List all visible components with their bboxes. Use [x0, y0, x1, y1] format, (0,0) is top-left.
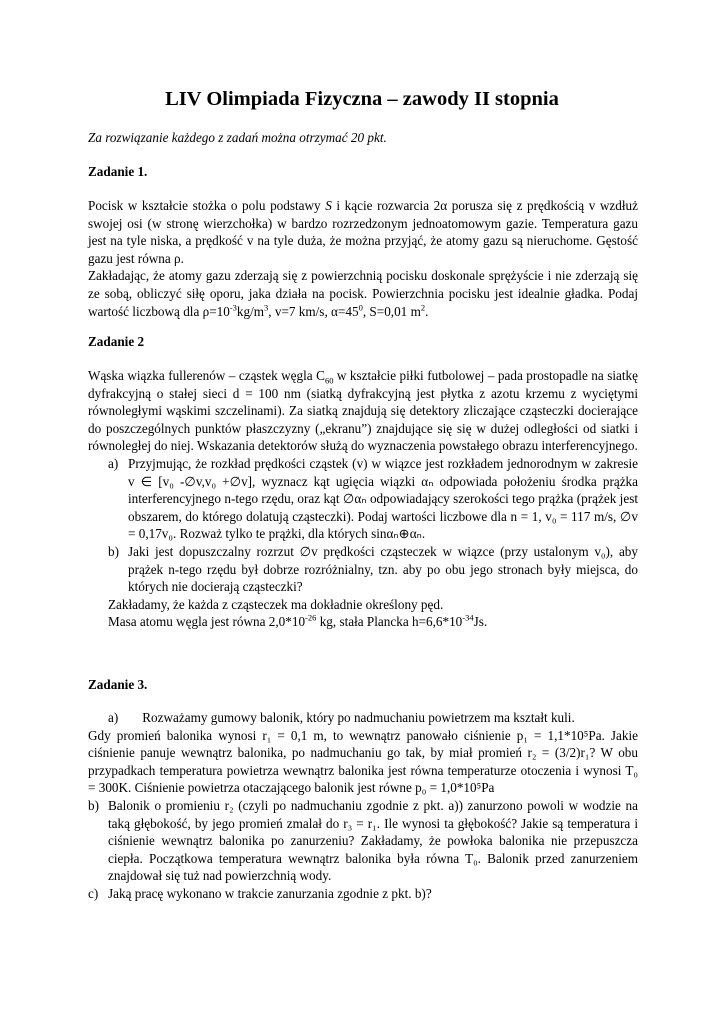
task3-item-a-first-line: a) Rozważamy gumowy balonik, który po nadmuchaniu powietrzem ma kształt kuli. [108, 710, 575, 725]
intro-note: Za rozwiązanie każdego z zadań można otrzymać 20 pkt. [88, 130, 387, 145]
task2-body [88, 367, 638, 631]
page-title: LIV Olimpiada Fizyczna – zawody II stopnia [165, 88, 559, 110]
task1-heading: Zadanie 1. [88, 164, 148, 179]
task1-body [88, 197, 638, 320]
task2-paragraph-1: Wąska wiązka fullerenów – cząstek węgla $C_{60}$ w kształcie piłki futbolowej – pada prostopadle na siatkę dyfrakcyjną o stałej sieci d = 100 nm (siatką dyfrakcyjną jest płytka z azotu krzemu z wyciętymi równoległymi wąskimi szczelinami). Za siatką znajdują się detektory zliczające cząsteczki docierające do poszczególnych punktów płaszczyzny („ekranu”) znajdujące się się w dużej odległości od siatki i równoległej do niej. Wskazania detektorów służą do wyznaczenia powstałego obrazu interferencyjnego. [88, 368, 638, 454]
task1-paragraph-2: Zakładając, że atomy gazu zderzają się z powierzchnią pocisku doskonale sprężyście i nie zderzają się ze sobą, obliczyć siłę oporu, jaka działa na pocisk. Powierzchnia pocisku jest idealnie gładka. Podaj wartość liczbową dla $\rho=10^{-3}kg/m^3$, v=7 km/s, $\alpha=45^0$, S=0,01 $m^2$. [88, 268, 638, 319]
task3-item-a-text: Gdy promień balonika wynosi r₁ = 0,1 m, to wewnątrz panowało ciśnienie p₁ = 1,1*10⁵Pa. Jakie ciśnienie panuje wewnątrz balonika, po nadmuchaniu go tak, by miał promień r₂ = (3/2)r₁? W obu przypadkach temperatura powietrza wewnątrz balonika jest równa temperaturze otoczenia i wynosi T₀ = 300K. Ciśnienie powietrza otaczającego balonik jest równe p₀ = 1,0*10⁵Pa [88, 727, 638, 796]
task3-item-b: b) Balonik o promieniu r₂ (czyli po nadmuchaniu zgodnie z pkt. a)) zanurzono powoli w wodzie na taką głębokość, by jego promień zmalał do r₃ = r₁. Ile wynosi ta głębokość? Jakie są temperatura i ciśnienie wewnątrz balonika po zanurzeniu? Zakładamy, że powłoka balonika nie przepuszcza ciepła. Początkowa temperatura wewnątrz balonika była równa T₀. Balonik przed zanurzeniem znajdował się tuż nad powierzchnią wody. [88, 797, 638, 884]
task2-item-a: a) Przyjmując, że rozkład prędkości cząstek (v) w wiązce jest rozkładem jednorodnym w zakresie v ∈ [v₀ -∅v,v₀ +∅v], wyznacz kąt ugięcia wiązki αₙ odpowiada położeniu środka prążka interferencyjnego n-tego rzędu, oraz kąt ∅αₙ odpowiadający szerokości tego prążka (prążek jest obszarem, do którego dolatują cząsteczki). Podaj wartości liczbowe dla n = 1, v₀ = 117 m/s, ∅v = 0,17v₀. Rozważ tylko te prążki, dla których sinαₙ⊕αₙ. [108, 455, 638, 542]
task2-heading: Zadanie 2 [88, 334, 145, 349]
task3-item-c: c) Jaką pracę wykonano w trakcie zanurzania zgodnie z pkt. b)? [88, 885, 432, 901]
task2-item-b: b) Jaki jest dopuszczalny rozrzut ∅v prędkości cząsteczek w wiązce (przy ustalonym v₀), aby prążek n-tego rzędu był dobrze rozróżnialny, tzn. aby po obu jego stronach były miejsca, do których nie docierają cząsteczki? [108, 543, 638, 595]
task3-heading: Zadanie 3. [88, 677, 148, 692]
task3-body [88, 709, 638, 903]
task2-note-1: Zakładamy, że każda z cząsteczek ma dokładnie określony pęd. [108, 596, 444, 612]
task1-paragraph-1: Pocisk w kształcie stożka o polu podstawy S i kącie rozwarcia 2α porusza się z prędkością v wzdłuż swojej osi (w stronę wierzchołka) w bardzo rozrzedzonym jednoatomowym gazie. Temperatura gazu jest na tyle niska, a prędkość v na tyle duża, że można przyjąć, że atomy gazu są nieruchome. Gęstość gazu jest równa ρ. [88, 198, 638, 266]
task2-note-2: Masa atomu węgla jest równa $2,0*10^{-26}$ kg, stała Plancka $h=6,6*10^{-34}Js$. [108, 612, 488, 630]
